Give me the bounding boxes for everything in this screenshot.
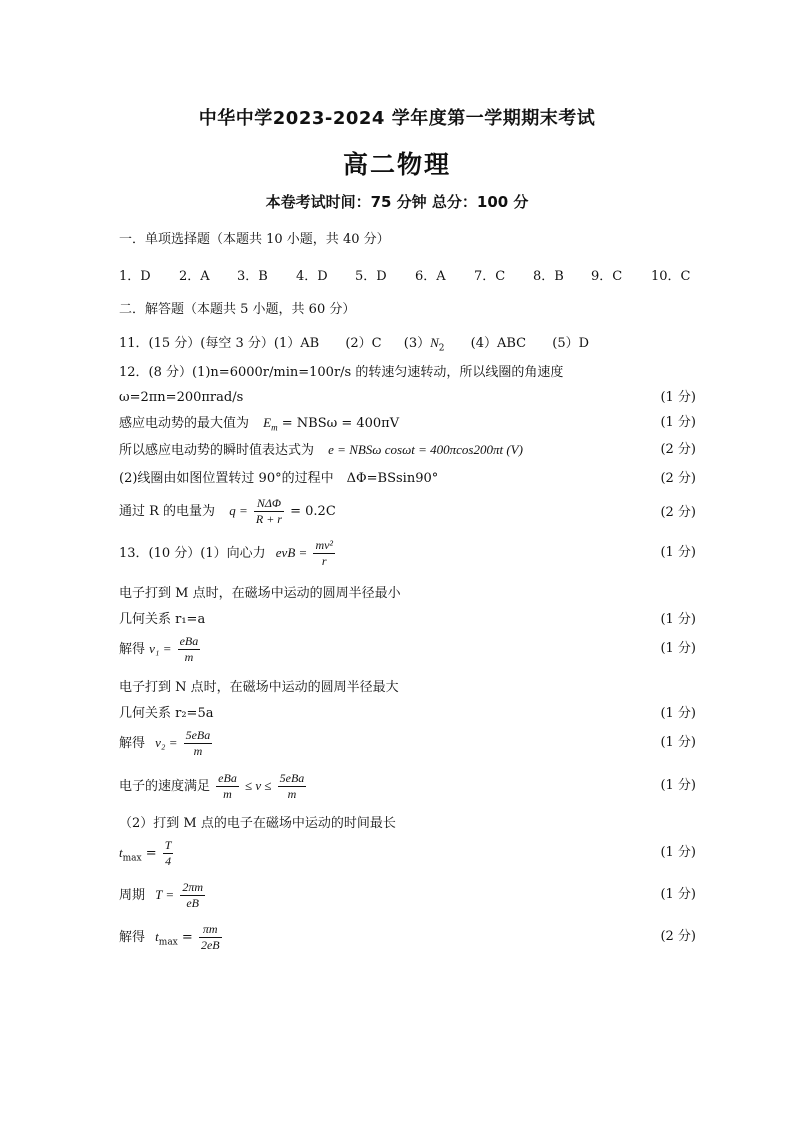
q12-flux: (2)线圈由如图位置转过 90°的过程中 ΔΦ=BSsin90° <box>119 471 439 486</box>
q13-geo1: 几何关系 r₁=a <box>119 612 206 627</box>
q11-p3: (3） <box>403 336 431 351</box>
points-label: (2 分) <box>660 929 696 944</box>
tmax-fraction: $\frac{T}{4}$ <box>164 838 172 868</box>
period-fraction: $\frac{2\pi m}{eB}$ <box>182 880 204 910</box>
points-label: (1 分) <box>660 545 696 560</box>
q13-solve3: 解得 $t_{max}$ = $\frac{\pi m}{2eB}$ <box>119 922 220 952</box>
q13-range: 电子的速度满足 $\frac{\text{eBa}}{m}$ ≤ v ≤ $\frac{\text{5eBa}}{m}$ <box>119 771 305 801</box>
q13-geo2: 几何关系 r₂=5a <box>119 706 214 721</box>
q11-p2: (2）C <box>345 336 382 351</box>
emf-inst-label: 所以感应电动势的瞬时值表达式为 <box>119 443 315 458</box>
q11-lead: 11．(15 分）(每空 3 分）(1）AB <box>119 336 320 351</box>
subject-title: 高二物理 <box>342 150 451 179</box>
q13-period: 周期 T = $\frac{2\pi m}{eB}$ <box>119 880 204 910</box>
mc-answer: 5．D <box>355 269 387 284</box>
charge-result: = 0.2C <box>290 504 336 519</box>
mc-answer: 2．A <box>179 269 210 284</box>
points-label: (2 分) <box>660 471 696 486</box>
q11-p4: (4）ABC <box>470 336 527 351</box>
q13-m-point: 电子打到 M 点时，在磁场中运动的圆周半径最小 <box>119 586 401 601</box>
points-label: (1 分) <box>660 735 696 750</box>
q13-tmax: $t_{max}$ = $\frac{T}{4}$ <box>119 838 172 868</box>
points-label: (1 分) <box>660 390 696 405</box>
q13-lead-text: 13．(10 分）(1）向心力 <box>119 546 266 561</box>
emf-max-formula: = NBSω = 400πV <box>281 416 400 431</box>
points-label: (2 分) <box>660 505 696 520</box>
q11-p3-sub: 2 <box>438 343 445 354</box>
points-label: (1 分) <box>660 887 696 902</box>
emf-inst-formula: e = NBSω cosωt = 400πcos200πt (V) <box>328 442 523 457</box>
emf-max-label: 感应电动势的最大值为 <box>119 416 250 431</box>
v2-fraction: $\frac{\text{5eBa}}{m}$ <box>185 728 211 758</box>
mc-answers <box>119 268 691 286</box>
points-label: (1 分) <box>660 612 696 627</box>
q13-lead: 13．(10 分）(1）向心力 evB = $\frac{\text{mv²}}{r}$ <box>119 538 334 568</box>
q13-n-point: 电子打到 N 点时，在磁场中运动的圆周半径最大 <box>119 680 399 695</box>
points-label: (2 分) <box>660 442 696 457</box>
points-label: (1 分) <box>660 641 696 656</box>
tmax-result-fraction: $\frac{\pi m}{2eB}$ <box>200 922 220 952</box>
section1-heading: 一．单项选择题（本题共 10 小题，共 40 分） <box>119 232 390 247</box>
mc-answer: 9．C <box>591 269 623 284</box>
q12-emf-inst <box>119 441 523 460</box>
range-max-fraction: $\frac{\text{5eBa}}{m}$ <box>279 771 305 801</box>
section2-heading: 二．解答题（本题共 5 小题，共 60 分） <box>119 302 356 317</box>
mc-answer: 7．C <box>474 269 506 284</box>
mc-answer: 8．B <box>533 269 564 284</box>
points-label: (1 分) <box>660 415 696 430</box>
charge-fraction: $\frac{\text{NΔΦ}}{R + r}$ <box>255 496 282 526</box>
range-min-fraction: $\frac{\text{eBa}}{m}$ <box>218 771 237 801</box>
q13-part2: （2）打到 M 点的电子在磁场中运动的时间最长 <box>119 816 396 831</box>
q13-solve2: 解得 v₂ = $\frac{\text{5eBa}}{m}$ <box>119 728 211 758</box>
charge-label: 通过 R 的电量为 <box>119 504 216 519</box>
charge-q: q = <box>229 503 248 518</box>
q12-line1: 12．(8 分）(1)n=6000r/min=100r/s 的转速匀速转动，所以线圈的角速度 <box>119 365 564 380</box>
q11-answers <box>119 334 589 358</box>
mc-answer: 3．B <box>237 269 268 284</box>
mc-answer: 1．D <box>119 269 151 284</box>
points-label: (1 分) <box>660 706 696 721</box>
q11-p5: (5）D <box>552 336 590 351</box>
centripetal-fraction: $\frac{\text{mv²}}{r}$ <box>315 538 334 568</box>
q12-line2: ω=2πn=200πrad/s <box>119 390 244 405</box>
mc-answer: 4．D <box>296 269 328 284</box>
points-label: (1 分) <box>660 845 696 860</box>
exam-title: 中华中学2023-2024 学年度第一学期期末考试 <box>198 108 596 129</box>
points-label: (1 分) <box>660 778 696 793</box>
q11-p3-value: N <box>430 335 439 350</box>
q12-emf-max: 感应电动势的最大值为 $E_m = NBS\omega = 400\pi V$ <box>119 415 400 433</box>
exam-info: 本卷考试时间：75 分钟 总分：100 分 <box>265 193 529 211</box>
q13-solve1: 解得 v₁ = $\frac{\text{eBa}}{m}$ <box>119 634 199 664</box>
mc-answer: 10．C <box>651 269 691 284</box>
mc-answer: 6．A <box>415 269 446 284</box>
q12-charge <box>119 494 336 529</box>
v1-fraction: $\frac{\text{eBa}}{m}$ <box>179 634 199 664</box>
